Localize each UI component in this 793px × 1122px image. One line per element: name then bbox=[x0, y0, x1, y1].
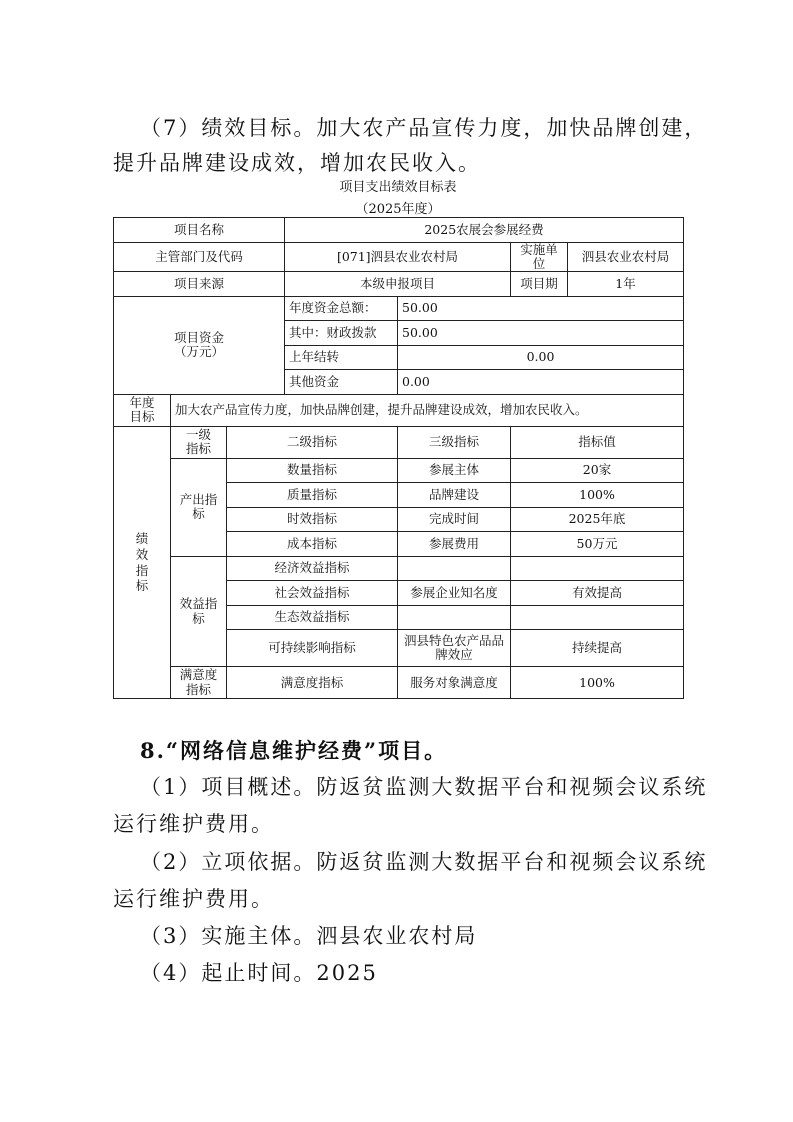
satisfaction-indicators-label bbox=[171, 667, 227, 699]
funds-other-label: 其他资金 bbox=[285, 370, 398, 395]
output-level2-timeliness: 时效指标 bbox=[227, 507, 398, 532]
body-line-2: 运行维护费用。 bbox=[113, 812, 274, 836]
perf-indicators-text: 绩效指标 bbox=[135, 531, 149, 594]
funds-total-value: 50.00 bbox=[398, 296, 684, 321]
funds-label bbox=[114, 296, 285, 394]
output-value-quality: 100% bbox=[511, 483, 684, 508]
benefit-level3-sustainable bbox=[398, 630, 511, 667]
body-line-5: （3）实施主体。泗县农业农村局 bbox=[140, 924, 478, 948]
header-value: 指标值 bbox=[511, 426, 684, 458]
benefit-value-sustainable: 持续提高 bbox=[511, 630, 684, 667]
benefit-level2-sustainable: 可持续影响指标 bbox=[227, 630, 398, 667]
satisfaction-label-line-1: 满意度 bbox=[179, 667, 218, 683]
funds-label-line-1: 项目资金 bbox=[173, 329, 224, 345]
funds-other-value: 0.00 bbox=[398, 370, 684, 395]
output-level2-cost: 成本指标 bbox=[227, 532, 398, 557]
satisfaction-label-line-2: 指标 bbox=[185, 681, 211, 697]
output-level3-quantity: 参展主体 bbox=[398, 458, 511, 483]
dept-label: 主管部门及代码 bbox=[114, 242, 285, 272]
output-level3-timeliness: 完成时间 bbox=[398, 507, 511, 532]
header-level1 bbox=[171, 426, 227, 458]
body-line-6: （4）起止时间。2025 bbox=[140, 961, 378, 985]
header-level3: 三级指标 bbox=[398, 426, 511, 458]
output-level3-quality: 品牌建设 bbox=[398, 483, 511, 508]
output-label-line-1: 产出指 bbox=[179, 491, 218, 507]
benefit-label-line-2: 标 bbox=[192, 610, 205, 626]
funds-label-line-2: （万元） bbox=[173, 344, 224, 360]
benefit-level2-economic: 经济效益指标 bbox=[227, 556, 398, 581]
benefit-level2-social: 社会效益指标 bbox=[227, 581, 398, 606]
benefit-level3-sustainable-line-1: 泗县特色农产品品 bbox=[403, 632, 504, 648]
body-line-1: （1）项目概述。防返贫监测大数据平台和视频会议系统 bbox=[140, 775, 708, 799]
period-value: 1年 bbox=[568, 272, 684, 297]
output-value-quantity: 20家 bbox=[511, 458, 684, 483]
output-value-cost: 50万元 bbox=[511, 532, 684, 557]
benefit-level3-ecological bbox=[398, 605, 511, 630]
period-label: 项目期 bbox=[511, 272, 568, 297]
benefit-value-ecological bbox=[511, 605, 684, 630]
funds-total-label: 年度资金总额： bbox=[285, 296, 398, 321]
section-heading: 8.“网络信息维护经费”项目。 bbox=[140, 738, 448, 763]
benefit-level3-social: 参展企业知名度 bbox=[398, 581, 511, 606]
satisfaction-value: 100% bbox=[511, 667, 684, 699]
table-title: 项目支出绩效目标表 bbox=[339, 180, 457, 195]
benefit-indicators-label bbox=[171, 556, 227, 667]
annual-target-value: 加大农产品宣传力度，加快品牌创建，提升品牌建设成效，增加农民收入。 bbox=[171, 394, 684, 426]
benefit-level3-economic bbox=[398, 556, 511, 581]
benefit-level3-sustainable-line-2: 牌效应 bbox=[435, 647, 473, 663]
header-level1-line-1: 一级 bbox=[185, 426, 211, 442]
output-label-line-2: 标 bbox=[192, 506, 205, 522]
output-indicators-label bbox=[171, 458, 227, 556]
output-level2-quantity: 数量指标 bbox=[227, 458, 398, 483]
performance-target-table bbox=[113, 217, 684, 699]
benefit-value-economic bbox=[511, 556, 684, 581]
intro-line-1: （7）绩效目标。加大农产品宣传力度，加快品牌创建， bbox=[140, 116, 708, 140]
project-name-label: 项目名称 bbox=[114, 218, 285, 243]
funds-carryover-value: 0.00 bbox=[398, 345, 684, 370]
funds-fiscal-label: 其中：财政拨款 bbox=[285, 321, 398, 346]
impl-unit-value: 泗县农业农村局 bbox=[568, 242, 684, 272]
header-level2: 二级指标 bbox=[227, 426, 398, 458]
benefit-value-social: 有效提高 bbox=[511, 581, 684, 606]
body-line-4: 运行维护费用。 bbox=[113, 887, 274, 911]
annual-target-label bbox=[114, 394, 171, 426]
satisfaction-level3: 服务对象满意度 bbox=[398, 667, 511, 699]
funds-fiscal-value: 50.00 bbox=[398, 321, 684, 346]
project-name-value: 2025农展会参展经费 bbox=[285, 218, 684, 243]
impl-unit-label: 实施单位 bbox=[511, 242, 568, 272]
source-value: 本级申报项目 bbox=[285, 272, 511, 297]
satisfaction-level2: 满意度指标 bbox=[227, 667, 398, 699]
output-level2-quality: 质量指标 bbox=[227, 483, 398, 508]
benefit-level2-ecological: 生态效益指标 bbox=[227, 605, 398, 630]
header-level1-line-2: 指标 bbox=[185, 441, 211, 457]
funds-carryover-label: 上年结转 bbox=[285, 345, 398, 370]
perf-indicators-label bbox=[114, 426, 171, 699]
source-label: 项目来源 bbox=[114, 272, 285, 297]
annual-target-label-line-2: 目标 bbox=[129, 409, 155, 425]
benefit-label-line-1: 效益指 bbox=[179, 596, 218, 612]
intro-line-2: 提升品牌建设成效，增加农民收入。 bbox=[113, 151, 481, 175]
output-level3-cost: 参展费用 bbox=[398, 532, 511, 557]
annual-target-label-line-1: 年度 bbox=[129, 394, 155, 410]
body-line-3: （2）立项依据。防返贫监测大数据平台和视频会议系统 bbox=[140, 850, 708, 874]
output-value-timeliness: 2025年底 bbox=[511, 507, 684, 532]
dept-value: [071]泗县农业农村局 bbox=[285, 242, 511, 272]
table-year: （2025年度） bbox=[355, 202, 441, 217]
